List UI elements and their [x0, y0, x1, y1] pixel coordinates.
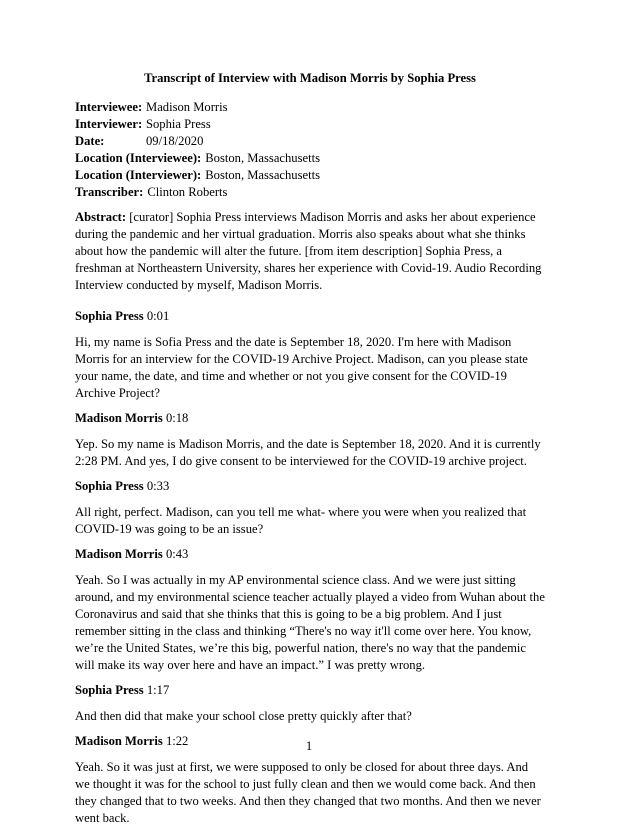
transcript-turn — [75, 478, 545, 538]
metadata-label: Interviewee: — [75, 100, 143, 114]
transcript-turn — [75, 410, 545, 470]
speaker-name: Madison Morris — [75, 734, 163, 748]
timestamp: 1:22 — [165, 734, 189, 748]
speaker-line — [75, 308, 545, 325]
speaker-name: Madison Morris — [75, 411, 163, 425]
speech-text: Yeah. So I was actually in my AP environmental science class. And we were just sitting around, and my environmental science teacher actually played a video from Wuhan about the Coronavirus and said that she thinks that this is going to be a big problem. And I just remember sitting in the class and thinking “There's no way it'll come over here. You know, we’re the United States, we’re this big, powerful nation, there's no way that the pandemic will make its way over here and have an impact.” I was pretty wrong. — [75, 573, 545, 672]
speaker-name: Sophia Press — [75, 309, 144, 323]
timestamp: 0:01 — [146, 309, 170, 323]
speaker-line — [75, 410, 545, 427]
metadata-value: Boston, Massachusetts — [205, 151, 320, 165]
metadata-label: Date: — [75, 134, 105, 148]
page-number: 1 — [305, 739, 313, 753]
metadata-row — [75, 150, 545, 167]
metadata-label: Interviewer: — [75, 117, 143, 131]
timestamp: 0:18 — [165, 411, 189, 425]
metadata-row — [75, 133, 545, 150]
speaker-line — [75, 682, 545, 699]
transcript-body — [75, 70, 545, 835]
metadata-label: Location (Interviewee): — [75, 151, 202, 165]
timestamp: 0:43 — [165, 547, 189, 561]
speech-text: Yeah. So it was just at first, we were supposed to only be closed for about three days. And we thought it was for the school to just fully clean and then we would come back. And then they changed that to two weeks. And then they changed that two months. And then we never went back. — [75, 760, 541, 825]
abstract-text: [curator] Sophia Press interviews Madison Morris and asks her about experience during the pandemic and her virtual graduation. Morris also speaks about what she thinks about how the pandemic will alter the future. [from item description] Sophia Press, a freshman at Northeastern University, shares her experience with Covid-19. Audio Recording Interview conducted by myself, Madison Morris. — [75, 210, 542, 292]
transcript-turn — [75, 682, 545, 725]
timestamp: 1:17 — [146, 683, 170, 697]
speaker-line — [75, 478, 545, 495]
metadata-row — [75, 184, 545, 201]
speaker-name: Sophia Press — [75, 683, 144, 697]
metadata-block — [75, 99, 545, 201]
abstract-label: Abstract: — [75, 210, 127, 224]
metadata-value: Clinton Roberts — [147, 185, 228, 199]
document-title: Transcript of Interview with Madison Morris by Sophia Press — [144, 71, 476, 85]
metadata-row — [75, 99, 545, 116]
speech-text: And then did that make your school close pretty quickly after that? — [75, 709, 412, 723]
metadata-row — [75, 116, 545, 133]
speaker-line — [75, 546, 545, 563]
metadata-value: Boston, Massachusetts — [205, 168, 320, 182]
speech-text: Hi, my name is Sofia Press and the date is September 18, 2020. I'm here with Madison Morris for an interview for the COVID-19 Archive Project. Madison, can you please state your name, the date, and time and whether or not you give consent for the COVID-19 Archive Project? — [75, 335, 528, 400]
speech-text: All right, perfect. Madison, can you tell me what- where you were when you realized that COVID-19 was going to be an issue? — [75, 505, 527, 536]
transcript-turn — [75, 546, 545, 674]
speech-text: Yep. So my name is Madison Morris, and the date is September 18, 2020. And it is currently 2:28 PM. And yes, I do give consent to be interviewed for the COVID-19 archive project. — [75, 437, 541, 468]
speaker-name: Sophia Press — [75, 479, 144, 493]
metadata-value: Sophia Press — [146, 117, 211, 131]
metadata-label: Location (Interviewer): — [75, 168, 202, 182]
metadata-value: Madison Morris — [146, 100, 228, 114]
metadata-label: Transcriber: — [75, 185, 144, 199]
timestamp: 0:33 — [146, 479, 170, 493]
transcript-turn — [75, 308, 545, 402]
metadata-row — [75, 167, 545, 184]
metadata-value: 09/18/2020 — [146, 134, 204, 148]
abstract-paragraph — [75, 209, 545, 294]
speaker-name: Madison Morris — [75, 547, 163, 561]
